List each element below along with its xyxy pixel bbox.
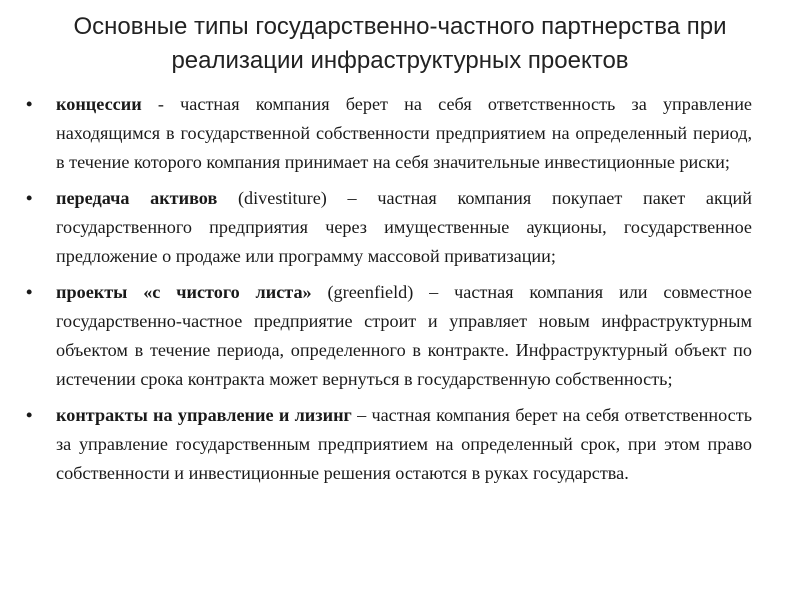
bullet-term: контракты на управление и лизинг xyxy=(56,405,352,425)
bullet-icon: • xyxy=(26,282,33,302)
bullet-text: (greenfield) – частная компания или совместное государственно-частное предприятие строит и управляет новым инфраструктурным объектом в течение периода, определенного в контракте. Инфраструктурный объект по истечении срока контракта может вернуться в государственную собственность; xyxy=(56,282,752,389)
bullet-term: проекты «с чистого листа» xyxy=(56,282,312,302)
bullet-term: передача активов xyxy=(56,188,218,208)
slide-title-line-1: Основные типы государственно-частного партнерства при xyxy=(73,13,727,40)
bullet-text: (divestiture) – частная компания покупает пакет акций государственного предприятия через имущественные аукционы, государственное предложение о продаже или программу массовой приватизации; xyxy=(56,188,752,266)
bullet-text: - частная компания берет на себя ответственность за управление находящимся в государственной собственности предприятием на определенный период, в течение которого компания принимает на себя значительные инвестиционные риски; xyxy=(56,94,752,172)
slide-title xyxy=(20,10,780,78)
bullet-term: концессии xyxy=(56,94,142,114)
bullet-item-concessions xyxy=(26,90,752,177)
bullet-list xyxy=(26,90,752,495)
bullet-icon: • xyxy=(26,405,33,425)
bullet-item-management-leasing xyxy=(26,401,752,488)
bullet-item-divestiture xyxy=(26,184,752,271)
bullet-text: – частная компания берет на себя ответственность за управление государственным предприятием на определенный срок, при этом право собственности и инвестиционные решения остаются в руках государства. xyxy=(56,405,752,483)
slide-title-line-2: реализации инфраструктурных проектов xyxy=(171,47,629,74)
bullet-icon: • xyxy=(26,188,33,208)
bullet-item-greenfield xyxy=(26,278,752,394)
bullet-icon: • xyxy=(26,94,33,114)
